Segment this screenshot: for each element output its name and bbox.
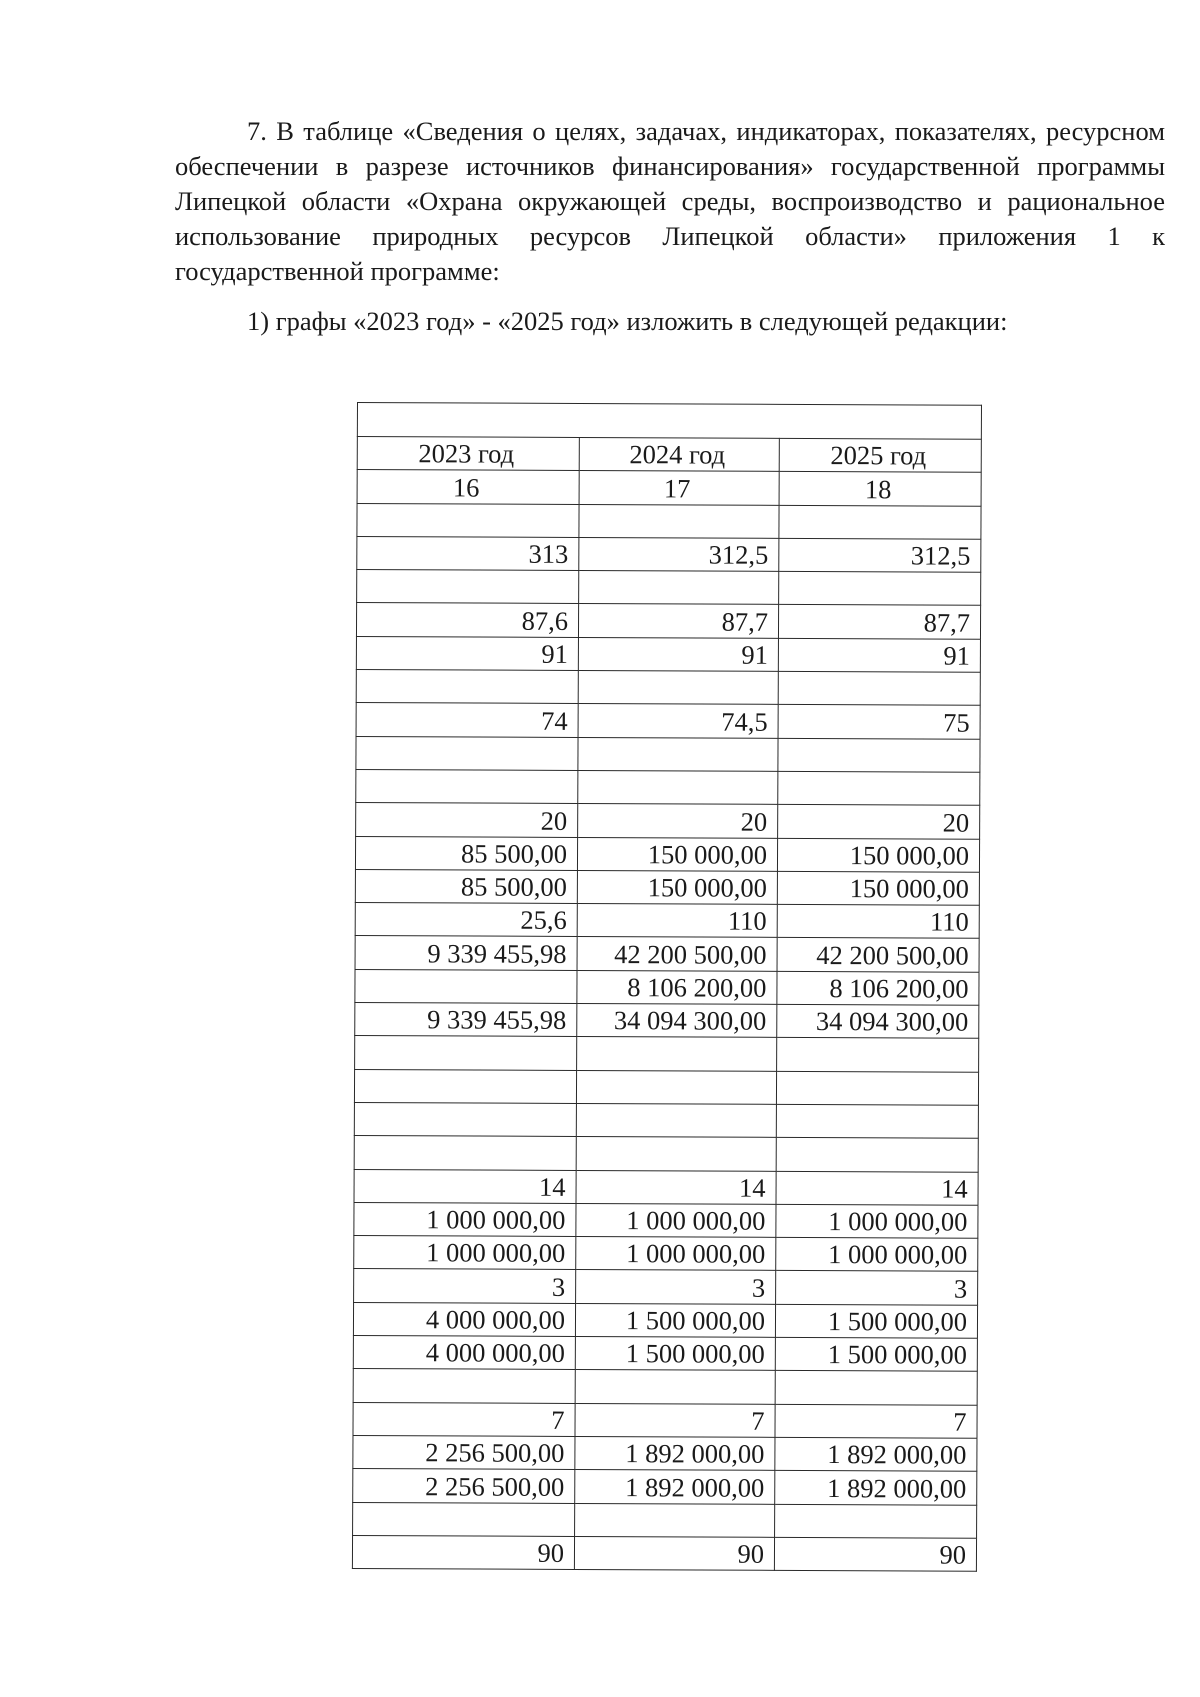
table-row (355, 1036, 979, 1072)
table-top-empty-row (357, 403, 981, 440)
table-cell (779, 505, 981, 539)
table-cell: 1 000 000,00 (776, 1237, 978, 1271)
table-cell: 9 339 455,98 (355, 936, 577, 970)
table-cell: 3 (576, 1270, 776, 1304)
table-cell: 42 200 500,00 (577, 937, 777, 971)
table-cell: 8 106 200,00 (577, 970, 777, 1004)
table-cell (777, 1038, 979, 1072)
table-cell: 34 094 300,00 (777, 1004, 979, 1038)
data-table (352, 402, 982, 1572)
table-cell: 4 000 000,00 (353, 1336, 575, 1370)
table-row (354, 1102, 978, 1138)
table-row (355, 903, 979, 939)
table-cell (356, 769, 578, 803)
table-cell: 1 000 000,00 (576, 1203, 776, 1237)
table-row (355, 836, 979, 872)
header-col-number-17: 17 (579, 471, 779, 505)
header-col-number-16: 16 (357, 470, 579, 504)
table-header-numbers-row (357, 470, 981, 506)
table-cell (575, 1370, 775, 1404)
table-cell (775, 1504, 977, 1538)
table-cell: 90 (574, 1536, 774, 1570)
table-row (356, 736, 980, 772)
table-cell: 1 892 000,00 (775, 1471, 977, 1505)
table-body (352, 403, 981, 1572)
table-cell (779, 572, 981, 606)
table-cell (576, 1070, 776, 1104)
table-cell (776, 1104, 978, 1138)
table-cell: 2 256 500,00 (353, 1435, 575, 1469)
table-cell: 313 (357, 536, 579, 570)
table-row (353, 1302, 977, 1338)
table-cell: 91 (356, 636, 578, 670)
table-cell: 2 256 500,00 (353, 1469, 575, 1503)
table-cell (775, 1371, 977, 1405)
table-cell: 312,5 (579, 537, 779, 571)
table-cell (776, 1071, 978, 1105)
table-cell: 34 094 300,00 (577, 1004, 777, 1038)
table-cell: 74,5 (578, 704, 778, 738)
table-cell (575, 1503, 775, 1537)
table-cell (778, 771, 980, 805)
table-cell (354, 1136, 576, 1170)
table-row (354, 1202, 978, 1238)
table-cell (579, 504, 779, 538)
table-cell: 1 000 000,00 (354, 1202, 576, 1236)
table-cell (353, 1502, 575, 1536)
table-cell (355, 969, 577, 1003)
table-cell (578, 737, 778, 771)
table-cell: 4 000 000,00 (353, 1302, 575, 1336)
table-cell (579, 571, 779, 605)
header-year-2024: 2024 год (579, 437, 779, 471)
table-row (356, 636, 980, 672)
table-row (354, 1169, 978, 1205)
header-year-2023: 2023 год (357, 437, 579, 471)
table-cell: 87,7 (778, 605, 980, 639)
table-cell: 14 (776, 1171, 978, 1205)
table-cell: 110 (777, 904, 979, 938)
table-cell (354, 1102, 576, 1136)
table-row (355, 1003, 979, 1039)
table-row (353, 1502, 977, 1538)
table-cell: 1 500 000,00 (775, 1337, 977, 1371)
table-cell: 9 339 455,98 (355, 1003, 577, 1037)
table-cell: 1 000 000,00 (354, 1236, 576, 1270)
table-cell (776, 1138, 978, 1172)
table-cell: 20 (356, 803, 578, 837)
table-cell: 150 000,00 (577, 837, 777, 871)
table-cell: 1 892 000,00 (575, 1470, 775, 1504)
table-cell: 42 200 500,00 (777, 938, 979, 972)
table-cell (577, 1037, 777, 1071)
table-cell: 25,6 (355, 903, 577, 937)
table-cell: 7 (353, 1402, 575, 1436)
table-cell: 3 (354, 1269, 576, 1303)
table-cell: 312,5 (779, 538, 981, 572)
table-cell: 7 (775, 1404, 977, 1438)
table-row (353, 1336, 977, 1372)
table-cell: 3 (776, 1271, 978, 1305)
table-cell: 1 500 000,00 (775, 1304, 977, 1338)
table-cell: 91 (578, 637, 778, 671)
table-row (354, 1069, 978, 1105)
header-year-2025: 2025 год (779, 438, 981, 472)
table-cell: 74 (356, 703, 578, 737)
table-row (355, 869, 979, 905)
table-cell: 1 892 000,00 (775, 1437, 977, 1471)
table-row (353, 1435, 977, 1471)
table-row (356, 803, 980, 839)
table-row (356, 670, 980, 706)
table-row (357, 570, 981, 606)
table-cell: 150 000,00 (777, 838, 979, 872)
table-cell: 7 (575, 1403, 775, 1437)
table-cell: 14 (354, 1169, 576, 1203)
table-cell (356, 670, 578, 704)
table-row (352, 1535, 976, 1571)
table-row (355, 936, 979, 972)
table-cell: 8 106 200,00 (777, 971, 979, 1005)
table-cell: 150 000,00 (577, 870, 777, 904)
table-cell (576, 1137, 776, 1171)
table-row (355, 969, 979, 1005)
table-cell (356, 736, 578, 770)
table-cell (354, 1069, 576, 1103)
table-cell: 1 000 000,00 (776, 1204, 978, 1238)
table-cell: 1 000 000,00 (576, 1237, 776, 1271)
table-cell: 90 (774, 1537, 976, 1571)
table-cell (578, 671, 778, 705)
table-cell: 150 000,00 (777, 871, 979, 905)
table-cell: 75 (778, 705, 980, 739)
table-cell (357, 503, 579, 537)
table-cell: 1 892 000,00 (575, 1436, 775, 1470)
table-cell: 90 (352, 1535, 574, 1569)
table-row (353, 1369, 977, 1405)
table-row (357, 503, 981, 539)
table-row (354, 1269, 978, 1305)
header-col-number-18: 18 (779, 472, 981, 506)
table-cell (353, 1369, 575, 1403)
table-cell: 14 (576, 1170, 776, 1204)
table-cell (576, 1103, 776, 1137)
table-cell: 20 (578, 804, 778, 838)
paragraph-sub: 1) графы «2023 год» - «2025 год» изложить в следующей редакции: (247, 306, 1008, 336)
table-cell: 20 (778, 805, 980, 839)
table-cell: 87,7 (578, 604, 778, 638)
data-table-container (352, 402, 981, 1572)
table-cell: 91 (778, 638, 980, 672)
table-row (356, 769, 980, 805)
table-row (354, 1136, 978, 1172)
table-row (356, 603, 980, 639)
table-row (354, 1236, 978, 1272)
table-cell: 85 500,00 (355, 836, 577, 870)
table-row (353, 1469, 977, 1505)
table-row (356, 703, 980, 739)
table-header-years-row (357, 437, 981, 473)
table-cell (355, 1036, 577, 1070)
table-cell (778, 738, 980, 772)
table-cell: 85 500,00 (355, 869, 577, 903)
table-cell (778, 671, 980, 705)
paragraph-main: 7. В таблице «Сведения о целях, задачах, индикаторах, показателях, ресурсном обеспечении в разрезе источников финансирования» государственной программы Липецкой области «Охрана окружающей среды, воспроизводство и рациональное использование природных ресурсов Липецкой области» приложения 1 к государственной программе: (175, 116, 1165, 286)
table-cell: 1 500 000,00 (575, 1336, 775, 1370)
table-top-empty-cell (357, 403, 981, 440)
table-cell (578, 770, 778, 804)
table-cell: 1 500 000,00 (575, 1303, 775, 1337)
table-cell (357, 570, 579, 604)
table-row (357, 536, 981, 572)
table-cell: 110 (577, 904, 777, 938)
table-cell: 87,6 (356, 603, 578, 637)
table-row (353, 1402, 977, 1438)
